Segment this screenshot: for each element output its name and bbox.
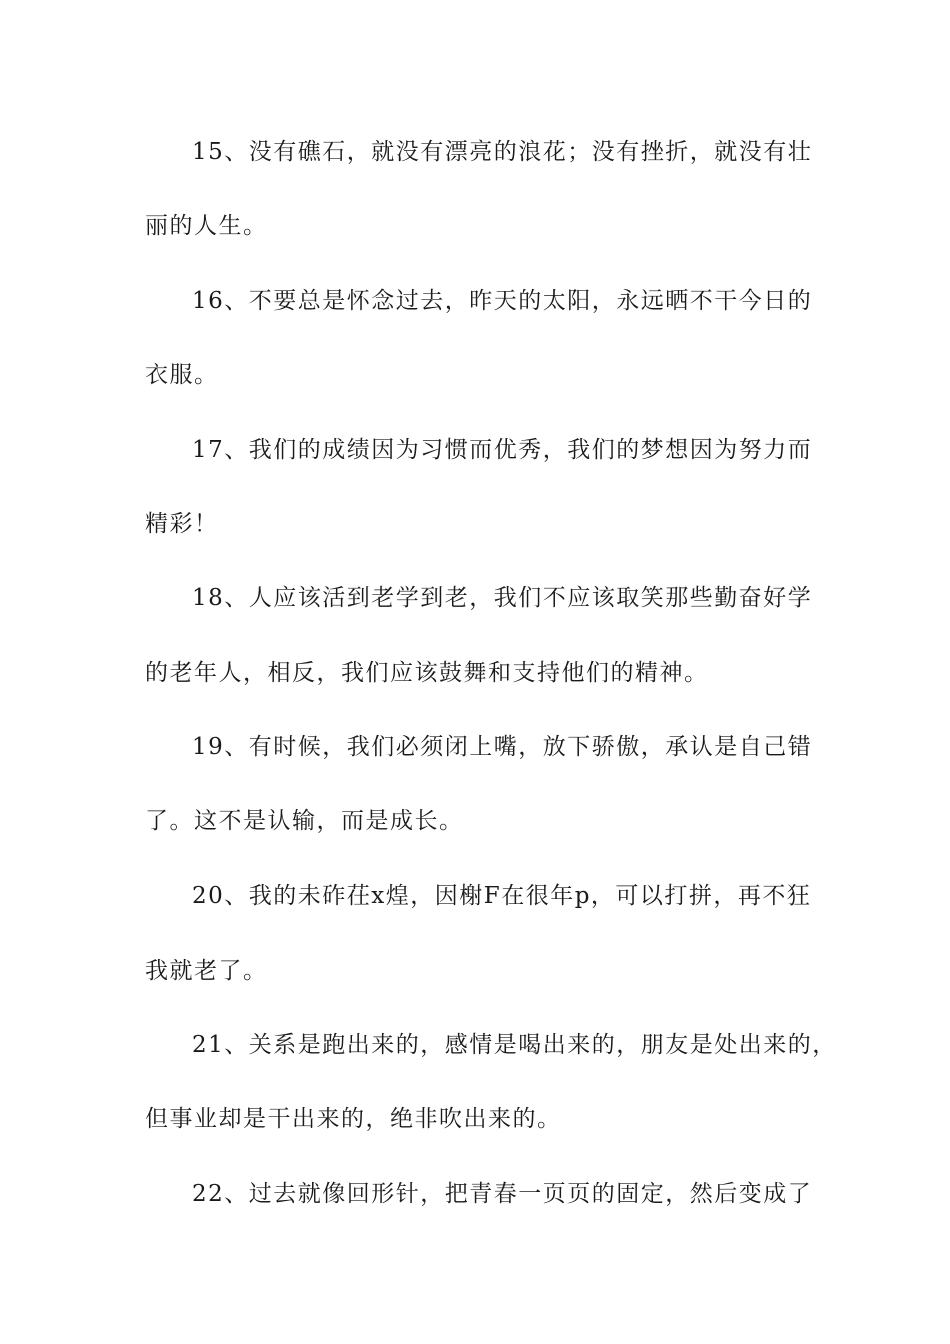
paragraph-15-line-2: 丽的人生。 — [145, 213, 268, 239]
paragraph-15-line-1: 15、没有礁石，就没有漂亮的浪花；没有挫折，就没有壮 — [192, 139, 813, 165]
paragraph-21-line-1: 21、关系是跑出来的，感情是喝出来的，朋友是处出来的， — [192, 1032, 837, 1058]
paragraph-21-line-2: 但事业却是干出来的，绝非吹出来的。 — [145, 1106, 562, 1132]
paragraph-16-line-2: 衣服。 — [145, 362, 219, 388]
paragraph-19-line-1: 19、有时候，我们必须闭上嘴，放下骄傲，承认是自己错 — [192, 734, 813, 760]
paragraph-18-line-2: 的老年人，相反，我们应该鼓舞和支持他们的精神。 — [145, 660, 709, 686]
paragraph-17-line-1: 17、我们的成绩因为习惯而优秀，我们的梦想因为努力而 — [192, 437, 813, 463]
paragraph-19-line-2: 了。这不是认输，而是成长。 — [145, 808, 464, 834]
paragraph-20-line-2: 我就老了。 — [145, 958, 268, 984]
paragraph-22-line-1: 22、过去就像回形针，把青春一页页的固定，然后变成了 — [192, 1181, 813, 1207]
paragraph-17-line-2: 精彩！ — [145, 511, 219, 537]
paragraph-18-line-1: 18、人应该活到老学到老，我们不应该取笑那些勤奋好学 — [192, 585, 813, 611]
paragraph-16-line-1: 16、不要总是怀念过去，昨天的太阳，永远晒不干今日的 — [192, 288, 813, 314]
paragraph-20-line-1: 20、我的未砟茌x煌，因榭F在很年p，可以打拼，再不狂 — [192, 883, 812, 909]
